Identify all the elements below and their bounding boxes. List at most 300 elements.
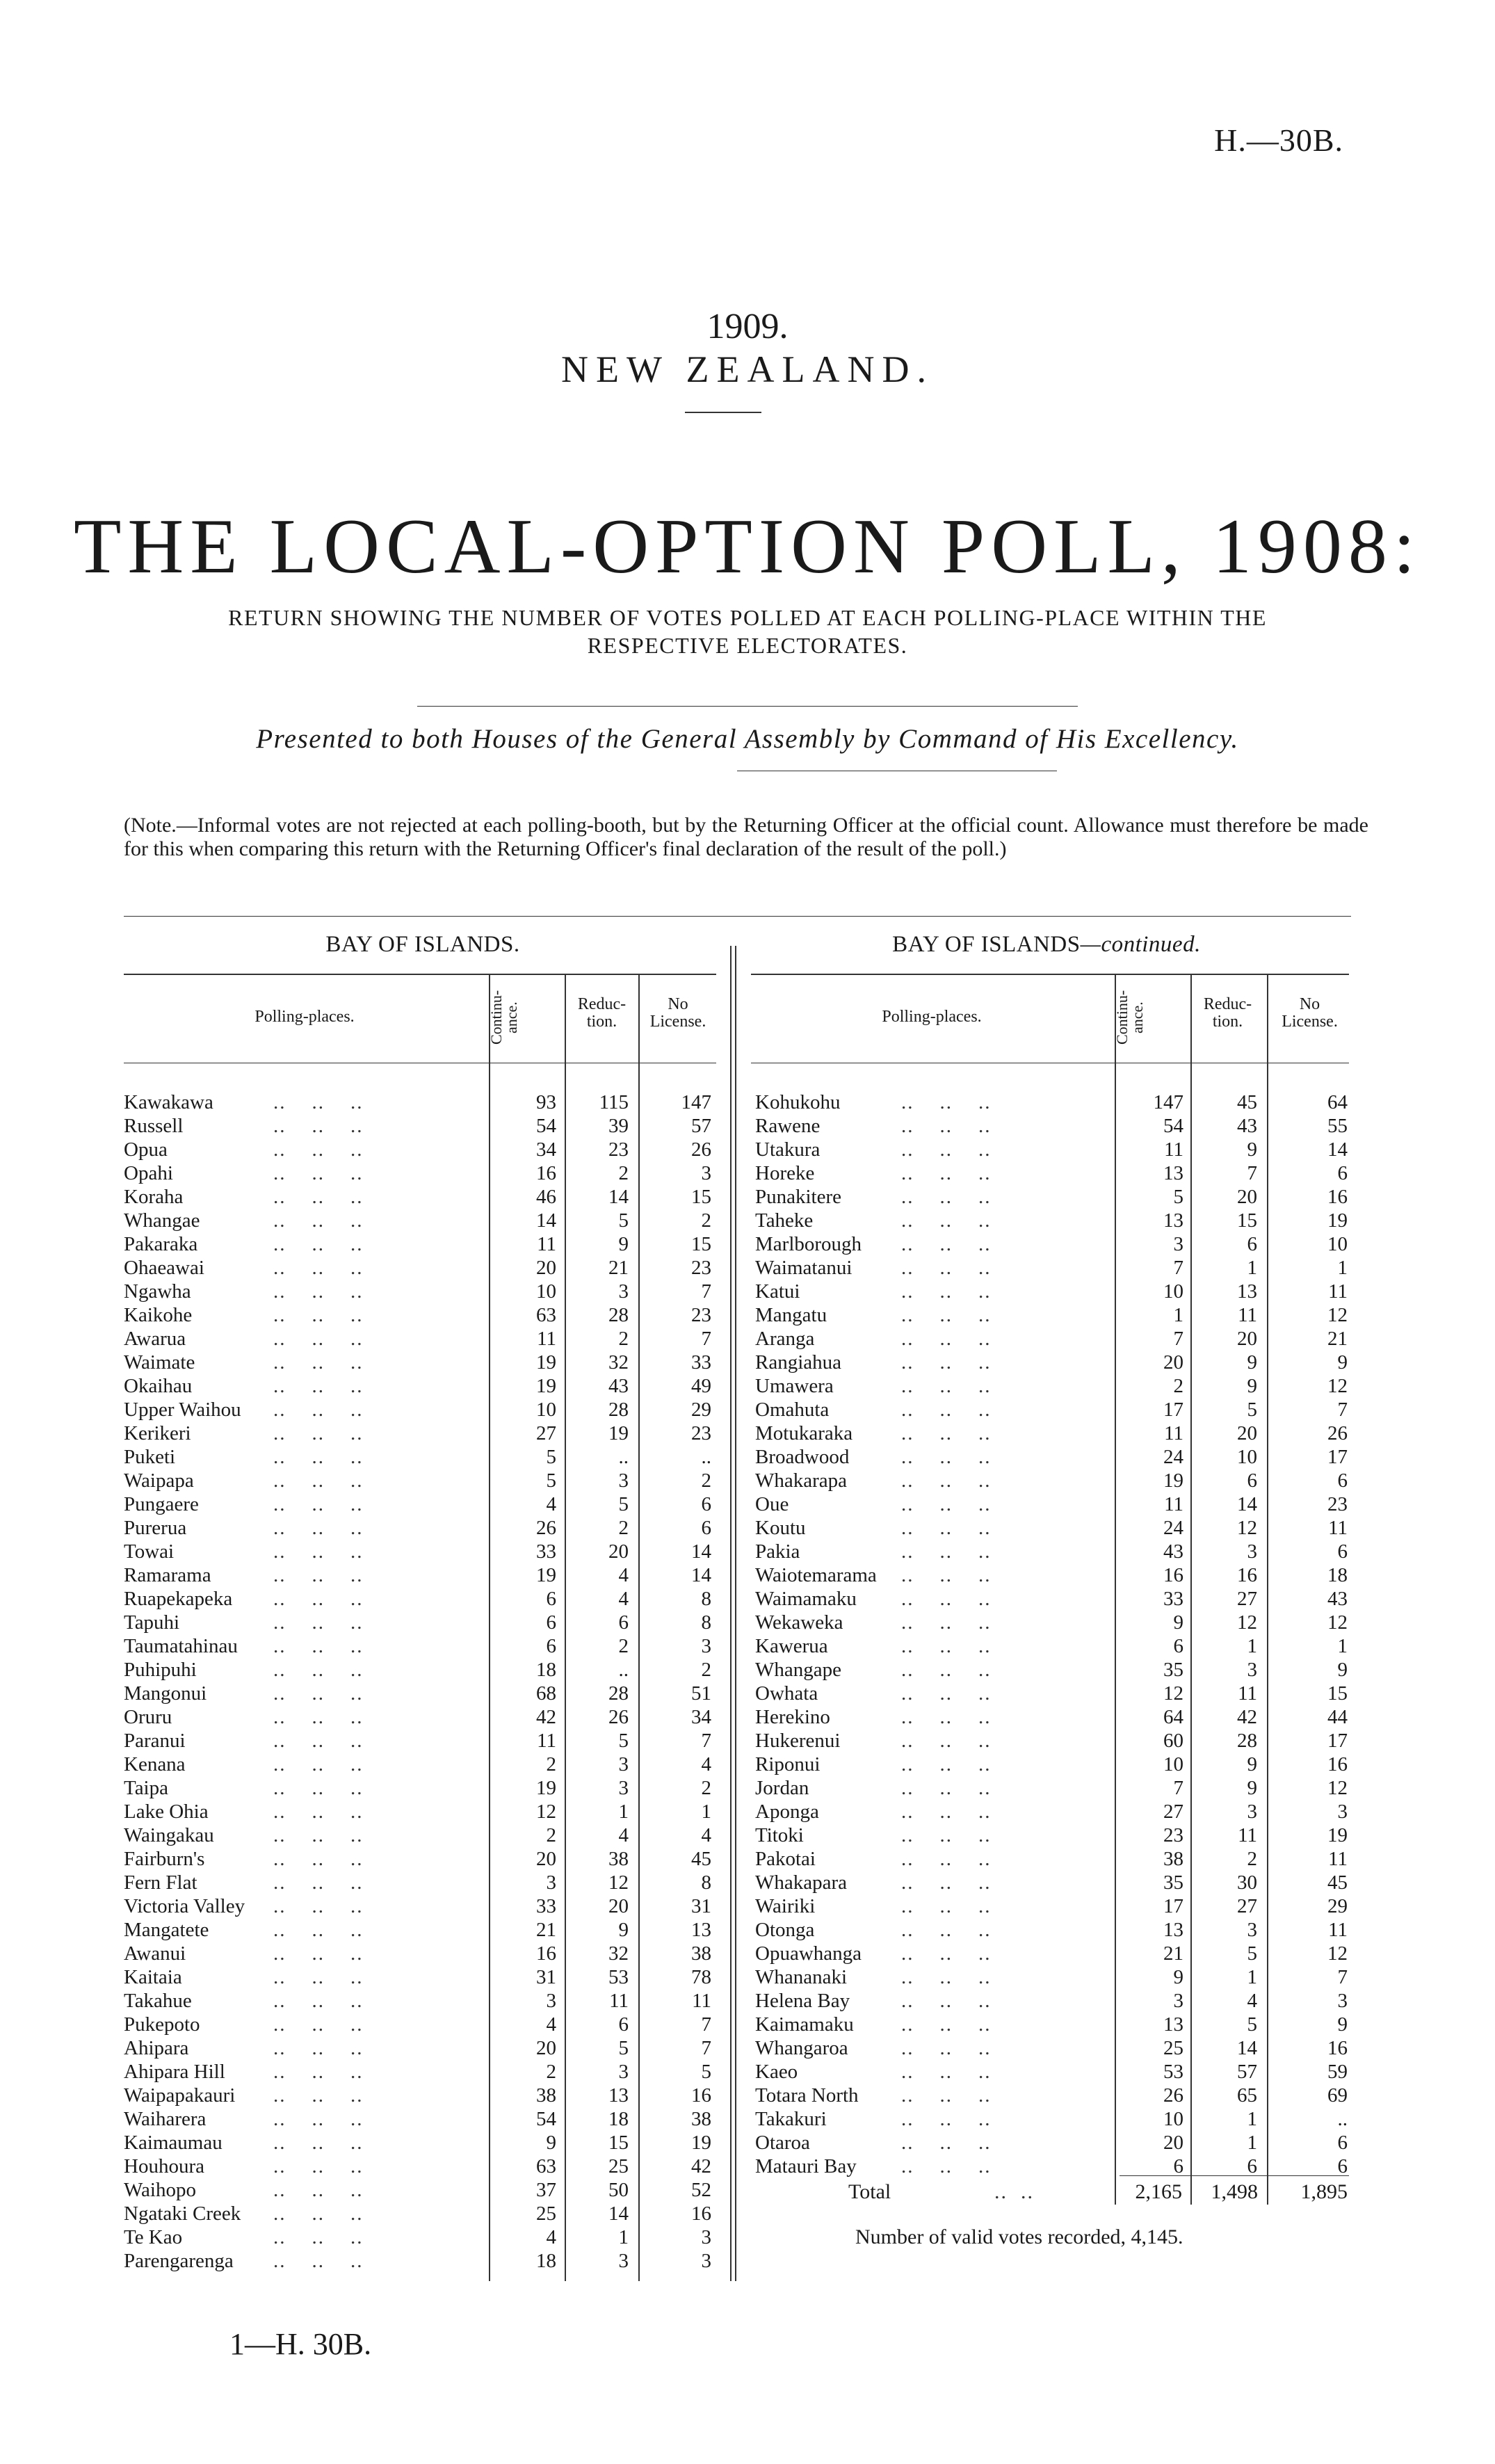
continuance-value: 24 <box>1163 1517 1183 1539</box>
continuance-value: 10 <box>536 1399 556 1421</box>
polling-place-name: Waipapakauri <box>124 2084 236 2107</box>
continuance-value: 3 <box>1173 1233 1183 1255</box>
polling-place-name: Waimamaku <box>755 1588 857 1610</box>
polling-place-name: Owhata <box>755 1682 818 1705</box>
reduction-value: 6 <box>618 2013 629 2036</box>
note <box>124 814 1368 860</box>
reduction-value: 13 <box>1237 1280 1257 1303</box>
polling-place-name: Marlborough <box>755 1233 862 1255</box>
reduction-value: 5 <box>1247 1942 1257 1965</box>
center-divider <box>735 946 736 2281</box>
polling-place-name: Omahuta <box>755 1399 830 1421</box>
reduction-value: 1 <box>1247 2132 1257 2154</box>
reduction-value: 14 <box>608 1186 629 1208</box>
continuance-value: 1 <box>1173 1304 1183 1326</box>
reduction-value: 3 <box>618 2250 629 2272</box>
no-license-value: 15 <box>691 1186 711 1208</box>
leader-dots: .. .. .. <box>901 1233 992 1255</box>
reduction-value: 3 <box>1247 1919 1257 1941</box>
presented-line: Presented to both Houses of the General Assembly by Command of His Excellency. <box>256 724 1239 754</box>
reduction-value: 4 <box>1247 1990 1257 2012</box>
reduction-value: 2 <box>1247 1848 1257 1870</box>
table-row <box>755 1209 1353 1232</box>
no-license-value: 3 <box>701 2226 711 2248</box>
table-row <box>124 1989 722 2013</box>
no-license-value: 11 <box>1328 1919 1348 1941</box>
continuance-value: 18 <box>536 1659 556 1681</box>
no-license-value: 6 <box>1337 2155 1348 2177</box>
no-license-value: 18 <box>1327 1564 1348 1586</box>
right-table-title-text: BAY OF ISLANDS <box>892 932 1081 957</box>
polling-place-name: Kerikeri <box>124 1422 191 1444</box>
reduction-value: 28 <box>608 1682 629 1705</box>
leader-dots: .. .. .. <box>901 1753 992 1775</box>
polling-place-name: Mangatu <box>755 1304 827 1326</box>
table-row <box>755 1516 1353 1540</box>
polling-place-name: Whakapara <box>755 1871 848 1894</box>
no-license-value: 49 <box>691 1375 711 1397</box>
no-license-value: 6 <box>701 1517 711 1539</box>
leader-dots: .. .. .. <box>901 1446 992 1468</box>
reduction-value: 5 <box>618 1209 629 1232</box>
table-row <box>124 2249 722 2273</box>
no-license-value: 19 <box>1327 1824 1348 1846</box>
left-header-top-rule <box>124 974 716 975</box>
table-row <box>755 1469 1353 1492</box>
continuance-value: 10 <box>1163 2108 1183 2130</box>
reduction-value: 2 <box>618 1517 629 1539</box>
no-license-value: 42 <box>691 2155 711 2177</box>
total-leader-dots: .. .. <box>994 2180 1034 2203</box>
polling-place-name: Whangaroa <box>755 2037 848 2059</box>
polling-place-name: Titoki <box>755 1824 804 1846</box>
reduction-value: 5 <box>1247 1399 1257 1421</box>
table-row <box>755 1942 1353 1965</box>
continuance-value: 5 <box>546 1469 556 1492</box>
continuance-value: 4 <box>546 2226 556 2248</box>
leader-dots: .. .. .. <box>273 2155 364 2177</box>
continuance-value: 20 <box>1163 2132 1183 2154</box>
leader-dots: .. .. .. <box>901 1257 992 1279</box>
no-license-value: 15 <box>691 1233 711 1255</box>
no-license-value: 19 <box>691 2132 711 2154</box>
note-prefix: (Note. <box>124 814 177 837</box>
leader-dots: .. .. .. <box>901 2108 992 2130</box>
polling-place-name: Kohukohu <box>755 1091 841 1113</box>
reduction-value: 3 <box>618 2061 629 2083</box>
right-table-title <box>744 932 1349 958</box>
leader-dots: .. .. .. <box>273 1162 364 1184</box>
continuance-value: 16 <box>536 1162 556 1184</box>
reduction-value: 3 <box>1247 1659 1257 1681</box>
no-license-value: 23 <box>1327 1493 1348 1515</box>
reduction-value: 11 <box>1238 1682 1257 1705</box>
divider <box>685 412 761 413</box>
polling-place-name: Puhipuhi <box>124 1659 197 1681</box>
no-license-value: 23 <box>691 1422 711 1444</box>
leader-dots: .. .. .. <box>273 2132 364 2154</box>
polling-place-name: Kawerua <box>755 1635 828 1657</box>
polling-place-name: Waihopo <box>124 2179 196 2201</box>
table-row <box>124 1634 722 1658</box>
continuance-value: 4 <box>546 1493 556 1515</box>
table-row <box>755 1327 1353 1351</box>
continuance-value: 20 <box>536 1848 556 1870</box>
continuance-value: 147 <box>1153 1091 1183 1113</box>
continuance-value: 34 <box>536 1138 556 1161</box>
polling-place-name: Aponga <box>755 1801 819 1823</box>
reduction-value: 6 <box>618 1611 629 1634</box>
no-license-value: 6 <box>1337 1469 1348 1492</box>
leader-dots: .. .. .. <box>901 1351 992 1374</box>
no-license-value: 16 <box>1327 1186 1348 1208</box>
continuance-value: 6 <box>1173 2155 1183 2177</box>
reduction-value: 6 <box>1247 1469 1257 1492</box>
continuance-value: 38 <box>1163 1848 1183 1870</box>
reduction-value: 32 <box>608 1942 629 1965</box>
continuance-value: 5 <box>546 1446 556 1468</box>
reduction-value: 43 <box>608 1375 629 1397</box>
reduction-value: 1 <box>618 1801 629 1823</box>
reduction-value: .. <box>618 1659 629 1681</box>
table-row <box>755 1161 1353 1185</box>
leader-dots: .. .. .. <box>901 1162 992 1184</box>
continuance-value: 27 <box>536 1422 556 1444</box>
no-license-value: 16 <box>1327 1753 1348 1775</box>
reduction-value: 6 <box>1247 2155 1257 2177</box>
continuance-value: 11 <box>537 1328 556 1350</box>
polling-place-name: Waimate <box>124 1351 195 1374</box>
table-row <box>755 1965 1353 1989</box>
leader-dots: .. .. .. <box>901 1611 992 1634</box>
reduction-value: 53 <box>608 1966 629 1988</box>
continuance-value: 60 <box>1163 1730 1183 1752</box>
reduction-value: 5 <box>618 1730 629 1752</box>
table-row <box>124 1587 722 1611</box>
no-license-value: 12 <box>1327 1611 1348 1634</box>
right-header-polling-places: Polling-places. <box>882 1008 982 1026</box>
table-row <box>755 1989 1353 2013</box>
continuance-value: 35 <box>1163 1871 1183 1894</box>
table-row <box>124 1256 722 1280</box>
polling-place-name: Rawene <box>755 1115 821 1137</box>
continuance-value: 33 <box>536 1540 556 1563</box>
table-row <box>755 1871 1353 1894</box>
no-license-value: 57 <box>691 1115 711 1137</box>
polling-place-name: Totara North <box>755 2084 859 2107</box>
continuance-value: 6 <box>1173 1635 1183 1657</box>
table-row <box>124 1540 722 1563</box>
no-license-value: 8 <box>701 1871 711 1894</box>
polling-place-name: Pukepoto <box>124 2013 200 2036</box>
no-license-value: 14 <box>691 1564 711 1586</box>
table-row <box>124 1516 722 1540</box>
reduction-value: 14 <box>1237 2037 1257 2059</box>
polling-place-name: Pakia <box>755 1540 800 1563</box>
subtitle: RETURN SHOWING THE NUMBER OF VOTES POLLED AT EACH POLLING-PLACE WITHIN THE RESPECTIVE ELECTORATES. <box>228 605 1267 658</box>
no-license-value: 7 <box>701 1328 711 1350</box>
continuance-value: 33 <box>1163 1588 1183 1610</box>
continuance-value: 13 <box>1163 1162 1183 1184</box>
no-license-value: 21 <box>1327 1328 1348 1350</box>
continuance-value: 11 <box>537 1233 556 1255</box>
leader-dots: .. .. .. <box>273 1564 364 1586</box>
table-row <box>124 1138 722 1161</box>
table-row <box>755 1705 1353 1729</box>
polling-place-name: Paranui <box>124 1730 186 1752</box>
reduction-value: 14 <box>1237 1493 1257 1515</box>
polling-place-name: Awanui <box>124 1942 186 1965</box>
continuance-value: 25 <box>536 2203 556 2225</box>
no-license-value: 29 <box>691 1399 711 1421</box>
leader-dots: .. .. .. <box>273 1611 364 1634</box>
table-row <box>124 1209 722 1232</box>
no-license-value: 34 <box>691 1706 711 1728</box>
table-row <box>124 2060 722 2084</box>
table-row <box>755 2084 1353 2107</box>
no-license-value: 59 <box>1327 2061 1348 2083</box>
table-row <box>124 1729 722 1753</box>
polling-place-name: Kaimamaku <box>755 2013 854 2036</box>
polling-place-name: Towai <box>124 1540 175 1563</box>
continuance-value: 35 <box>1163 1659 1183 1681</box>
reduction-value: .. <box>618 1446 629 1468</box>
leader-dots: .. .. .. <box>901 1871 992 1894</box>
continuance-value: 6 <box>546 1588 556 1610</box>
continuance-value: 63 <box>536 1304 556 1326</box>
reduction-value: 25 <box>608 2155 629 2177</box>
no-license-value: 17 <box>1327 1446 1348 1468</box>
table-top-rule <box>124 916 1351 917</box>
no-license-value: 8 <box>701 1611 711 1634</box>
continuance-value: 9 <box>1173 1966 1183 1988</box>
polling-place-name: Taumatahinau <box>124 1635 238 1657</box>
note-text: —Informal votes are not rejected at each polling-booth, but by the Returning Officer at the official count. Allowance must therefore be made for this when comparing this return with the Returning Officer's final declaration of the result of the poll.) <box>124 814 1368 860</box>
polling-place-name: Waiotemarama <box>755 1564 877 1586</box>
continuance-value: 53 <box>1163 2061 1183 2083</box>
no-license-value: 8 <box>701 1588 711 1610</box>
table-row <box>124 2155 722 2178</box>
left-header-no-license: No License. <box>649 995 706 1031</box>
polling-place-name: Opahi <box>124 1162 173 1184</box>
polling-place-name: Kaeo <box>755 2061 798 2083</box>
table-row <box>124 2131 722 2155</box>
polling-place-name: Taipa <box>124 1777 168 1799</box>
polling-place-name: Russell <box>124 1115 184 1137</box>
reduction-value: 50 <box>608 2179 629 2201</box>
total-no-license: 1,895 <box>1300 2180 1348 2203</box>
continuance-value: 20 <box>536 2037 556 2059</box>
leader-dots: .. .. .. <box>273 1328 364 1350</box>
polling-place-name: Waingakau <box>124 1824 214 1846</box>
left-table-body <box>124 1090 722 2273</box>
table-row <box>124 2013 722 2036</box>
reduction-value: 20 <box>1237 1422 1257 1444</box>
table-row <box>124 1161 722 1185</box>
leader-dots: .. .. .. <box>273 1706 364 1728</box>
leader-dots: .. .. .. <box>273 1517 364 1539</box>
polling-place-name: Riponui <box>755 1753 821 1775</box>
table-row <box>124 1847 722 1871</box>
reduction-value: 30 <box>1237 1871 1257 1894</box>
reduction-value: 27 <box>1237 1588 1257 1610</box>
left-table-title: BAY OF ISLANDS. <box>325 932 520 957</box>
valid-votes-note: Number of valid votes recorded, 4,145. <box>855 2225 1183 2248</box>
no-license-value: 29 <box>1327 1895 1348 1917</box>
leader-dots: .. .. .. <box>273 1304 364 1326</box>
polling-place-name: Wairiki <box>755 1895 816 1917</box>
leader-dots: .. .. .. <box>901 1919 992 1941</box>
leader-dots: .. .. .. <box>901 1801 992 1823</box>
reduction-value: 2 <box>618 1328 629 1350</box>
table-row <box>755 1682 1353 1705</box>
reduction-value: 11 <box>1238 1824 1257 1846</box>
reduction-value: 39 <box>608 1115 629 1137</box>
polling-place-name: Opuawhanga <box>755 1942 862 1965</box>
continuance-value: 19 <box>536 1777 556 1799</box>
continuance-value: 12 <box>1163 1682 1183 1705</box>
continuance-value: 13 <box>1163 1209 1183 1232</box>
reduction-value: 16 <box>1237 1564 1257 1586</box>
continuance-value: 21 <box>536 1919 556 1941</box>
continuance-value: 19 <box>1163 1469 1183 1492</box>
leader-dots: .. .. .. <box>901 1635 992 1657</box>
table-row <box>124 1942 722 1965</box>
continuance-value: 2 <box>546 1824 556 1846</box>
polling-place-name: Ohaeawai <box>124 1257 204 1279</box>
continuance-value: 46 <box>536 1186 556 1208</box>
leader-dots: .. .. .. <box>901 1209 992 1232</box>
polling-place-name: Opua <box>124 1138 168 1161</box>
reduction-value: 57 <box>1237 2061 1257 2083</box>
leader-dots: .. .. .. <box>273 1659 364 1681</box>
right-table-body <box>755 1090 1353 2178</box>
reduction-value: 7 <box>1247 1162 1257 1184</box>
table-row <box>124 1422 722 1445</box>
no-license-value: 6 <box>1337 2132 1348 2154</box>
polling-place-name: Herekino <box>755 1706 830 1728</box>
leader-dots: .. .. .. <box>901 1375 992 1397</box>
polling-place-name: Victoria Valley <box>124 1895 245 1917</box>
no-license-value: 26 <box>1327 1422 1348 1444</box>
table-row <box>124 2178 722 2202</box>
reduction-value: 10 <box>1237 1446 1257 1468</box>
continuance-value: 26 <box>1163 2084 1183 2107</box>
reduction-value: 38 <box>608 1848 629 1870</box>
no-license-value: 4 <box>701 1753 711 1775</box>
reduction-value: 28 <box>608 1399 629 1421</box>
table-row <box>755 1374 1353 1398</box>
continuance-value: 13 <box>1163 2013 1183 2036</box>
no-license-value: 10 <box>1327 1233 1348 1255</box>
polling-place-name: Helena Bay <box>755 1990 850 2012</box>
leader-dots: .. .. .. <box>901 1824 992 1846</box>
leader-dots: .. .. .. <box>901 1564 992 1586</box>
reduction-value: 15 <box>1237 1209 1257 1232</box>
reduction-value: 3 <box>1247 1801 1257 1823</box>
polling-place-name: Takahue <box>124 1990 192 2012</box>
table-row <box>755 1256 1353 1280</box>
reduction-value: 9 <box>1247 1138 1257 1161</box>
continuance-value: 2 <box>546 2061 556 2083</box>
year: 1909. <box>706 307 789 346</box>
continuance-value: 7 <box>1173 1328 1183 1350</box>
leader-dots: .. .. .. <box>273 1540 364 1563</box>
polling-place-name: Oruru <box>124 1706 172 1728</box>
polling-place-name: Awarua <box>124 1328 186 1350</box>
continuance-value: 11 <box>1164 1422 1183 1444</box>
polling-place-name: Te Kao <box>124 2226 183 2248</box>
no-license-value: 44 <box>1327 1706 1348 1728</box>
table-row <box>124 1611 722 1634</box>
no-license-value: 7 <box>701 2013 711 2036</box>
reduction-value: 1 <box>1247 1257 1257 1279</box>
reduction-value: 2 <box>618 1162 629 1184</box>
continuance-value: 7 <box>1173 1777 1183 1799</box>
continuance-value: 54 <box>536 2108 556 2130</box>
no-license-value: 51 <box>691 1682 711 1705</box>
leader-dots: .. .. .. <box>901 1942 992 1965</box>
leader-dots: .. .. .. <box>273 1588 364 1610</box>
no-license-value: 16 <box>1327 2037 1348 2059</box>
leader-dots: .. .. .. <box>273 2037 364 2059</box>
leader-dots: .. .. .. <box>901 1777 992 1799</box>
reduction-value: 20 <box>1237 1186 1257 1208</box>
polling-place-name: Mangonui <box>124 1682 207 1705</box>
polling-place-name: Takakuri <box>755 2108 827 2130</box>
no-license-value: 11 <box>1328 1280 1348 1303</box>
continuance-value: 2 <box>546 1753 556 1775</box>
no-license-value: 43 <box>1327 1588 1348 1610</box>
reduction-value: 4 <box>618 1588 629 1610</box>
leader-dots: .. .. .. <box>273 1493 364 1515</box>
reduction-value: 1 <box>1247 1966 1257 1988</box>
leader-dots: .. .. .. <box>273 1138 364 1161</box>
polling-place-name: Parengarenga <box>124 2250 234 2272</box>
reduction-value: 5 <box>618 2037 629 2059</box>
reduction-value: 23 <box>608 1138 629 1161</box>
no-license-value: 7 <box>1337 1399 1348 1421</box>
table-row <box>755 1800 1353 1823</box>
continuance-value: 31 <box>536 1966 556 1988</box>
no-license-value: 2 <box>701 1659 711 1681</box>
reduction-value: 3 <box>618 1469 629 1492</box>
no-license-value: 16 <box>691 2203 711 2225</box>
polling-place-name: Otaroa <box>755 2132 810 2154</box>
leader-dots: .. .. .. <box>273 1186 364 1208</box>
continuance-value: 38 <box>536 2084 556 2107</box>
leader-dots: .. .. .. <box>901 1328 992 1350</box>
leader-dots: .. .. .. <box>273 2061 364 2083</box>
polling-place-name: Utakura <box>755 1138 821 1161</box>
leader-dots: .. .. .. <box>273 1801 364 1823</box>
continuance-value: 27 <box>1163 1801 1183 1823</box>
leader-dots: .. .. .. <box>901 1304 992 1326</box>
continuance-value: 20 <box>1163 1351 1183 1374</box>
table-row <box>124 1776 722 1800</box>
right-table-title-suffix: —continued. <box>1080 932 1201 957</box>
continuance-value: 3 <box>546 1871 556 1894</box>
no-license-value: 33 <box>691 1351 711 1374</box>
continuance-value: 25 <box>1163 2037 1183 2059</box>
polling-place-name: Upper Waihou <box>124 1399 241 1421</box>
table-row <box>755 1658 1353 1682</box>
reduction-value: 3 <box>618 1280 629 1303</box>
table-row <box>755 2060 1353 2084</box>
right-header-reduction: Reduc-tion. <box>1203 995 1252 1031</box>
leader-dots: .. .. .. <box>901 1493 992 1515</box>
no-license-value: 1 <box>701 1801 711 1823</box>
